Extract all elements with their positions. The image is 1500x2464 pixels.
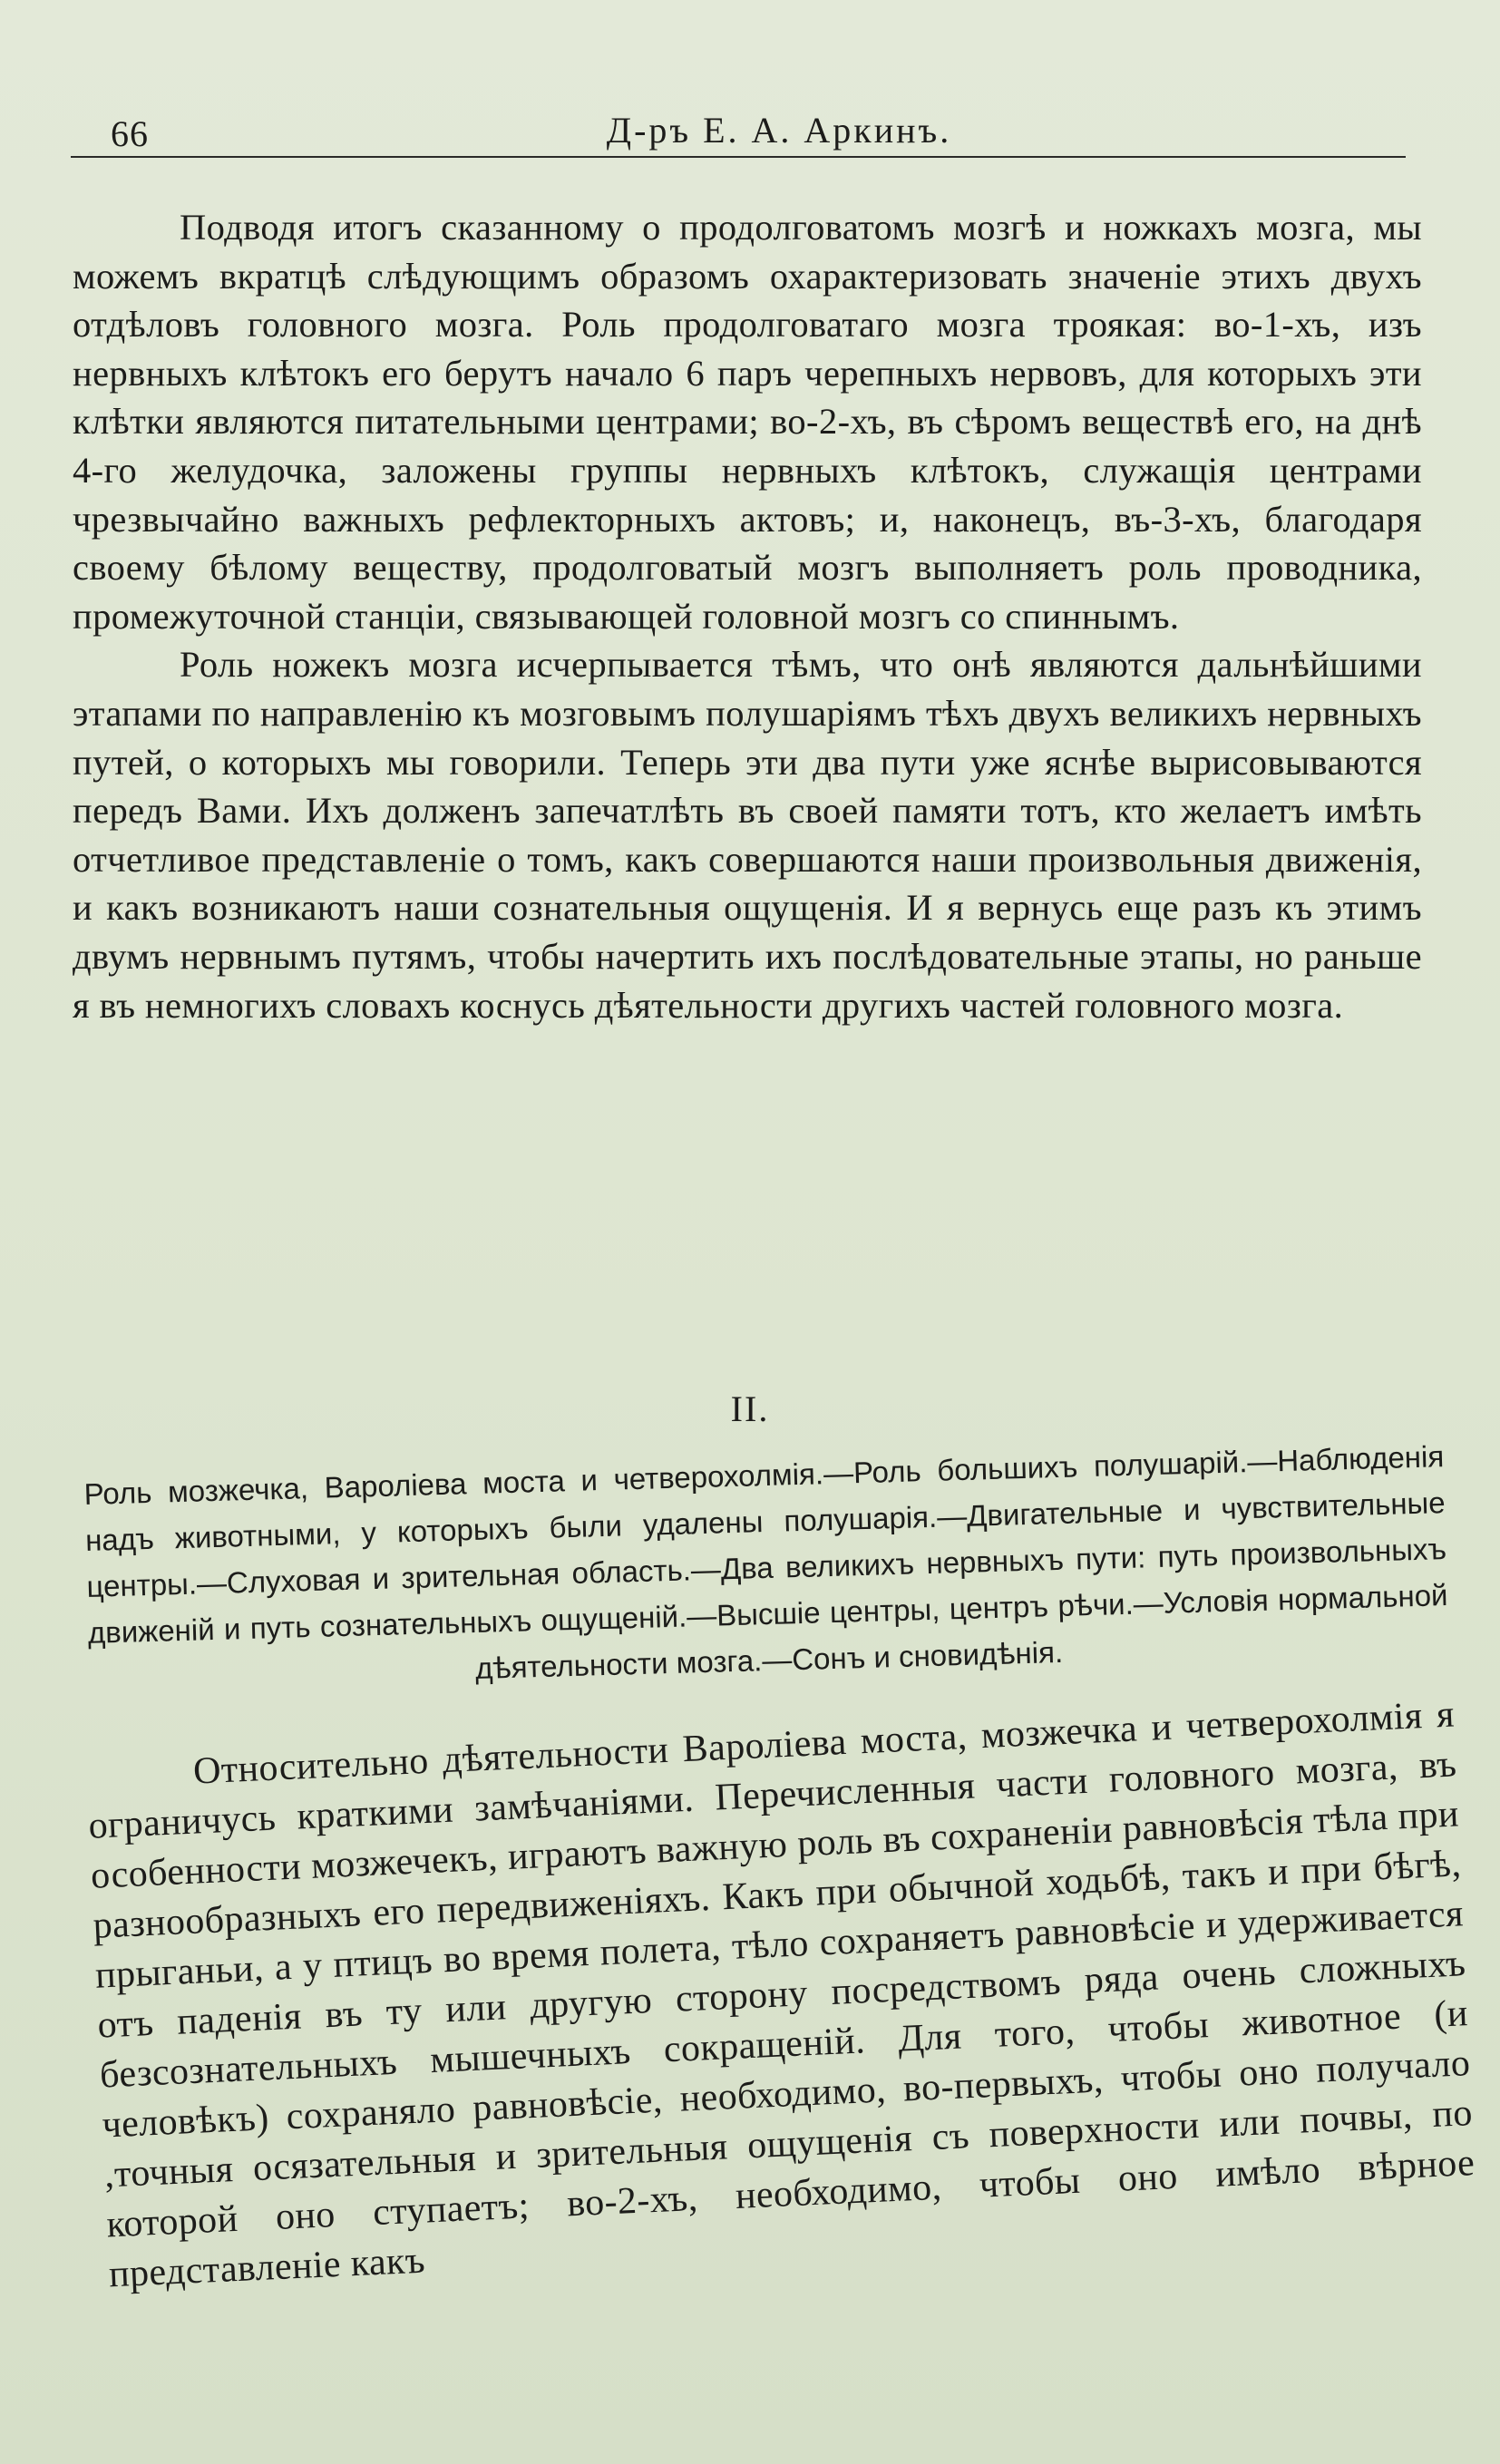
page-header [71,102,1406,158]
section-numeral: II. [730,1388,770,1429]
text-block-top [73,203,1422,1029]
page-number: 66 [111,113,149,154]
paragraph: Относительно дѣятельности Вароліева моста, мозжечка и четверохолмія я ограничусь краткими замѣчаніями. Перечисленныя части головного мозга, въ особенности мозжечекъ, играютъ важную роль въ сохраненіи равновѣсія тѣла при разнообразныхъ его передвиженіяхъ. Какъ при обычной ходьбѣ, такъ и при бѣгѣ, прыганьи, а у птицъ во время полета, тѣло сохраняетъ равновѣсіе и удерживается отъ паденія въ ту или другую сторону посредствомъ ряда очень сложныхъ безсознательныхъ мышечныхъ сокращеній. Для того, чтобы животное (и человѣкъ) сохраняло равновѣсіе, необходимо, во-первыхъ, чтобы оно получало ,точныя осязательныя и зрительныя ощущенія съ поверхности или почвы, по которой оно ступаетъ; во-2-хъ, необходимо, чтобы оно имѣло вѣрное представленіе какъ [87,1693,1476,2296]
text-block-bottom [85,1690,1478,2301]
paragraph: Подводя итогъ сказанному о продолговатомъ мозгѣ и ножкахъ мозга, мы можемъ вкратцѣ слѣдующимъ образомъ охарактеризовать значеніе этихъ двухъ отдѣловъ головного мозга. Роль продолговатаго мозга троякая: во-1-хъ, изъ нервныхъ клѣтокъ его берутъ начало 6 паръ черепныхъ нервовъ, для которыхъ эти клѣтки являются питательными центрами; во-2-хъ, въ сѣромъ веществѣ его, на днѣ 4-го желудочка, заложены группы нервныхъ клѣтокъ, служащія центрами чрезвычайно важныхъ рефлекторныхъ актовъ; и, наконецъ, въ-3-хъ, благодаря своему бѣлому веществу, продолговатый мозгъ выполняетъ роль проводника, промежуточной станціи, связывающей головной мозгъ со спиннымъ. [73,207,1422,637]
paragraph: Роль ножекъ мозга исчерпывается тѣмъ, что онѣ являются дальнѣйшими этапами по направленію къ мозговымъ полушаріямъ тѣхъ двухъ великихъ нервныхъ путей, о которыхъ мы говорили. Теперь эти два пути уже яснѣе вырисовываются передъ Вами. Ихъ долженъ запечатлѣть въ своей памяти тотъ, кто желаетъ имѣть отчетливое представленіе о томъ, какъ совершаются наши произвольныя движенія, и какъ возникаютъ наши сознательныя ощущенія. И я вернусь еще разъ къ этимъ двумъ нервнымъ путямъ, чтобы начертить ихъ послѣдовательные этапы, но раньше я въ немногихъ словахъ коснусь дѣятельности другихъ частей головного мозга. [73,644,1422,1026]
chapter-summary: Роль мозжечка, Вароліева моста и четверохолмія.—Роль большихъ полушарій.—Наблюденія надъ животными, у которыхъ были удалены полушарія.—Двигательные и чувствительные центры.—Слуховая и зрительная область.—Два великихъ нервныхъ пути: путь произвольныхъ движеній и путь сознательныхъ ощущеній.—Высшіе центры, центръ рѣчи.—Условія нормальной дѣятельности мозга.—Сонъ и сновидѣнія. [83,1439,1448,1686]
running-head: Д-ръ Е. А. Аркинъ. [606,110,952,151]
